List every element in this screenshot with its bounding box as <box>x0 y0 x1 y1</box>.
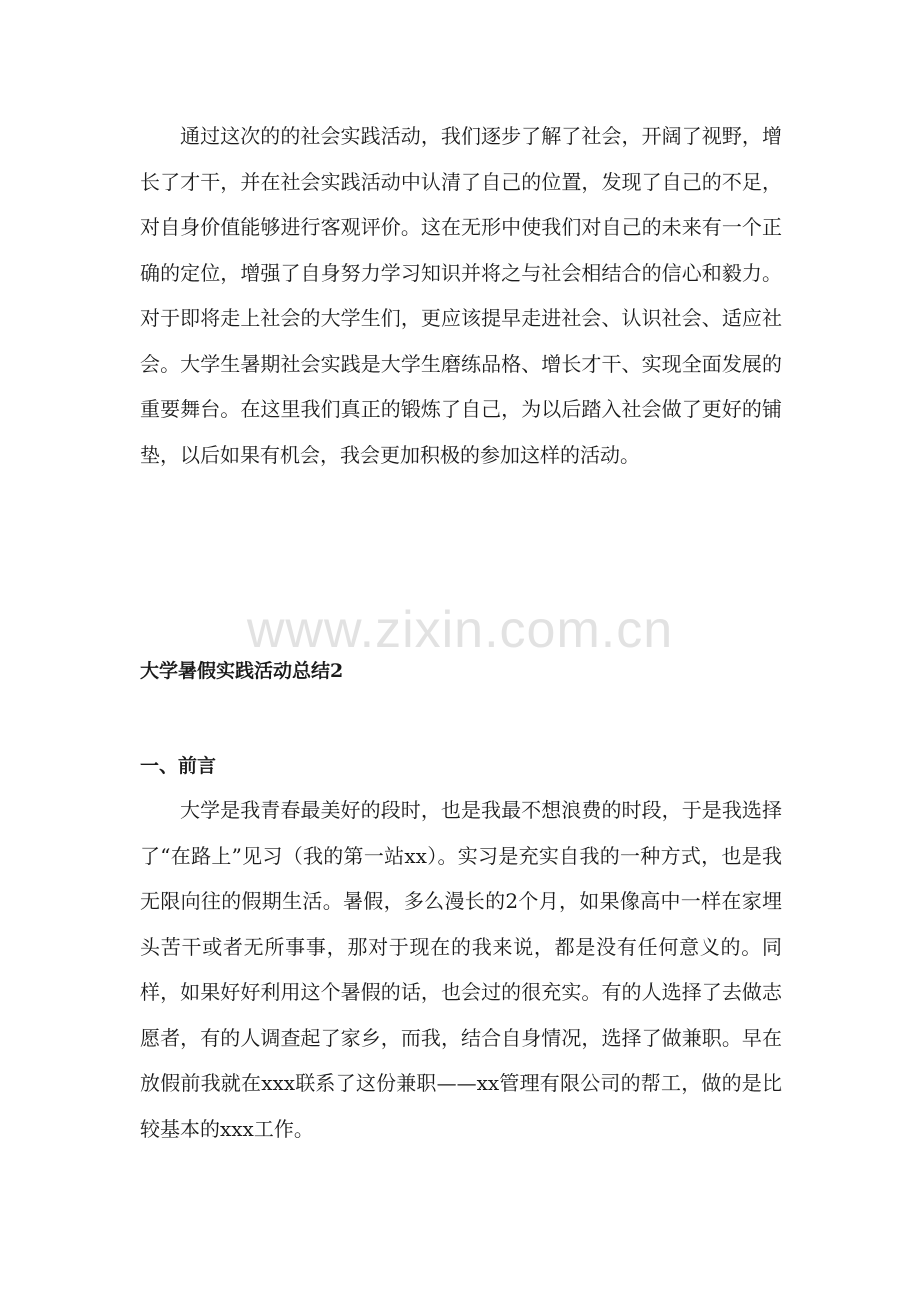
watermark-text: www.zixin.com.cn <box>246 601 674 659</box>
section-heading-preface: 一、前言 <box>140 755 217 777</box>
conclusion-paragraph: 通过这次的的社会实践活动，我们逐步了解了社会，开阔了视野，增长了才干，并在社会实践活动中认清了自己的位置，发现了自己的不足，对自身价值能够进行客观评价。这在无形中使我们对自己的未来有一个正确的定位，增强了自身努力学习知识并将之与社会相结合的信心和毅力。对于即将走上社会的大学生们，更应该提早走进社会、认识社会、适应社会。大学生暑期社会实践是大学生磨练品格、增长才干、实现全面发展的重要舞台。在这里我们真正的锻炼了自己，为以后踏入社会做了更好的铺垫，以后如果有机会，我会更加积极的参加这样的活动。 <box>140 124 782 467</box>
document-title: 大学暑假实践活动总结2 <box>140 660 344 682</box>
preface-paragraph: 大学是我青春最美好的段时，也是我最不想浪费的时段，于是我选择了“在路上”见习（我的第一站xx）。实习是充实自我的一种方式，也是我无限向往的假期生活。暑假，多么漫长的2个月，如果像高中一样在家埋头苦干或者无所事事，那对于现在的我来说，都是没有任何意义的。同样，如果好好利用这个暑假的话，也会过的很充实。有的人选择了去做志愿者，有的人调查起了家乡，而我，结合自身情况，选择了做兼职。早在放假前我就在xxx联系了这份兼职——xx管理有限公司的帮工，做的是比较基本的xxx工作。 <box>140 798 782 1141</box>
